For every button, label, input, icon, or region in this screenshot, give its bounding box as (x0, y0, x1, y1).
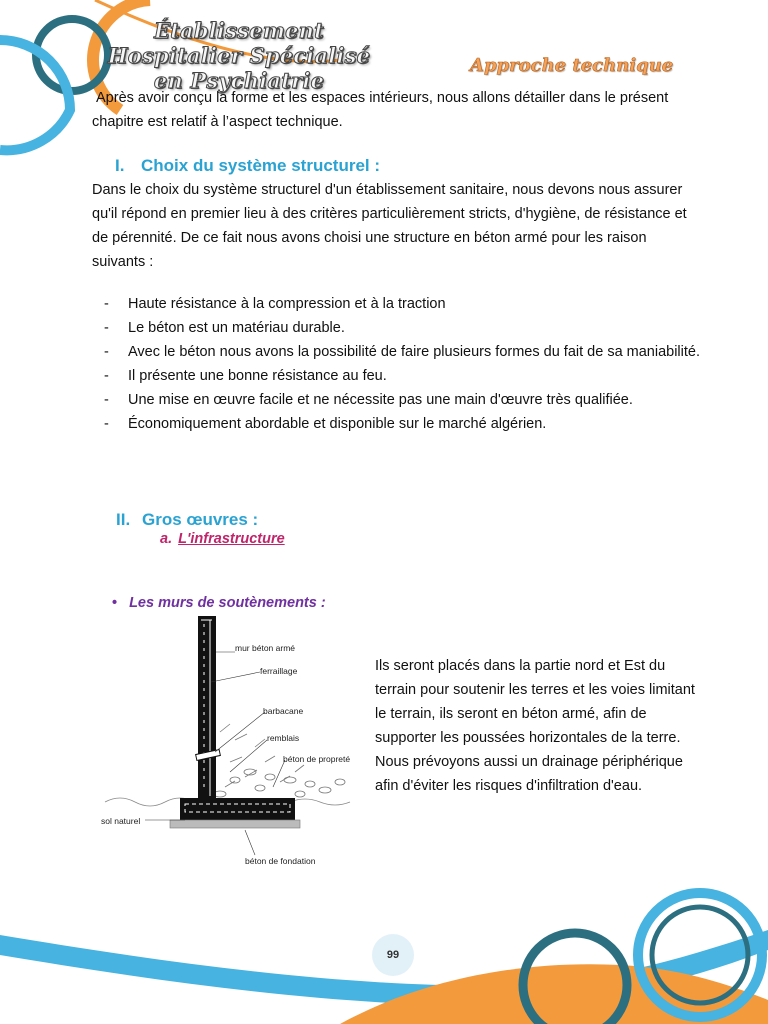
retaining-walls-description: Ils seront placés dans la partie nord et Est du terrain pour soutenir les terres et les voies limitant le terrain, ils seront en béton armé, afin de supporter les poussées horizontales de la terre. Nous prévoyons aussi un drainage périphérique afin d'éviter les risques d'infiltration d'eau. (375, 658, 695, 794)
subsection-title: L'infrastructure (178, 531, 285, 547)
label-sol: sol naturel (101, 816, 141, 826)
section-1-number: I. (115, 156, 125, 175)
title-line-1: Établissement Hospitalier Spécialisé (107, 18, 371, 68)
label-mur: mur béton armé (235, 643, 295, 653)
list-item-text: Il présente une bonne résistance au feu. (128, 368, 387, 384)
subsection-infrastructure (160, 531, 285, 547)
list-item-text: Le béton est un matériau durable. (128, 320, 345, 336)
list-item-text: Économiquement abordable et disponible sur le marché algérien. (128, 416, 547, 432)
list-item: - Haute résistance à la compression et à la traction (104, 296, 446, 312)
bullet-dot-icon: • (112, 595, 118, 611)
label-barbacane: barbacane (263, 706, 304, 716)
retaining-walls-item (112, 595, 326, 611)
label-beton-proprete: béton de propreté (283, 754, 351, 764)
lean-concrete (170, 820, 300, 828)
section-1-paragraph: Dans le choix du système structurel d'un établissement sanitaire, nous devons nous assurer qu'il répond en premier lieu à des critères particulièrement stricts, d'hygiène, de résistance et de pérennité. De ce fait nous avons choisi une structure en béton armé pour les raison suivants : (92, 182, 687, 270)
list-item-text: Une mise en œuvre facile et ne nécessite pas une main d'œuvre très qualifiée. (128, 392, 633, 408)
section-1-title: Choix du système structurel : (141, 156, 381, 175)
list-item-text: Haute résistance à la compression et à la traction (128, 296, 446, 312)
list-item-text: Avec le béton nous avons la possibilité de faire plusieurs formes du fait de sa maniabilité. (128, 344, 700, 360)
list-item: - Le béton est un matériau durable. (104, 320, 345, 336)
section-2-heading (116, 508, 258, 532)
reasons-list (100, 292, 700, 436)
list-item: - Il présente une bonne résistance au feu. (104, 368, 387, 384)
title-line-2: en Psychiatrie (153, 68, 325, 93)
subsection-letter: a. (160, 531, 173, 547)
soil-texture (105, 724, 350, 806)
label-ferraillage: ferraillage (260, 666, 298, 676)
section-label: Approche technique (470, 55, 674, 76)
intro-paragraph: Après avoir conçu la forme et les espaces intérieurs, nous allons détailler dans le présent chapitre est relatif à l’aspect technique. (92, 90, 669, 130)
label-beton-fondation: béton de fondation (245, 856, 316, 866)
section-2-title: Gros œuvres : (142, 510, 259, 529)
page-number: 99 (372, 934, 414, 976)
wall-stem (198, 616, 216, 798)
retaining-walls-title: Les murs de soutènements : (129, 595, 326, 611)
list-item: - Avec le béton nous avons la possibilité de faire plusieurs formes du fait de sa maniabilité. (104, 344, 700, 360)
label-remblais: remblais (267, 733, 300, 743)
retaining-wall-figure (95, 612, 365, 872)
list-item: - Une mise en œuvre facile et ne nécessite pas une main d'œuvre très qualifiée. (104, 392, 633, 408)
wall-footing (180, 798, 295, 820)
section-2-number: II. (116, 510, 131, 529)
document-title (84, 18, 394, 93)
section-1-heading (115, 154, 380, 178)
list-item: - Économiquement abordable et disponible sur le marché algérien. (104, 416, 547, 432)
